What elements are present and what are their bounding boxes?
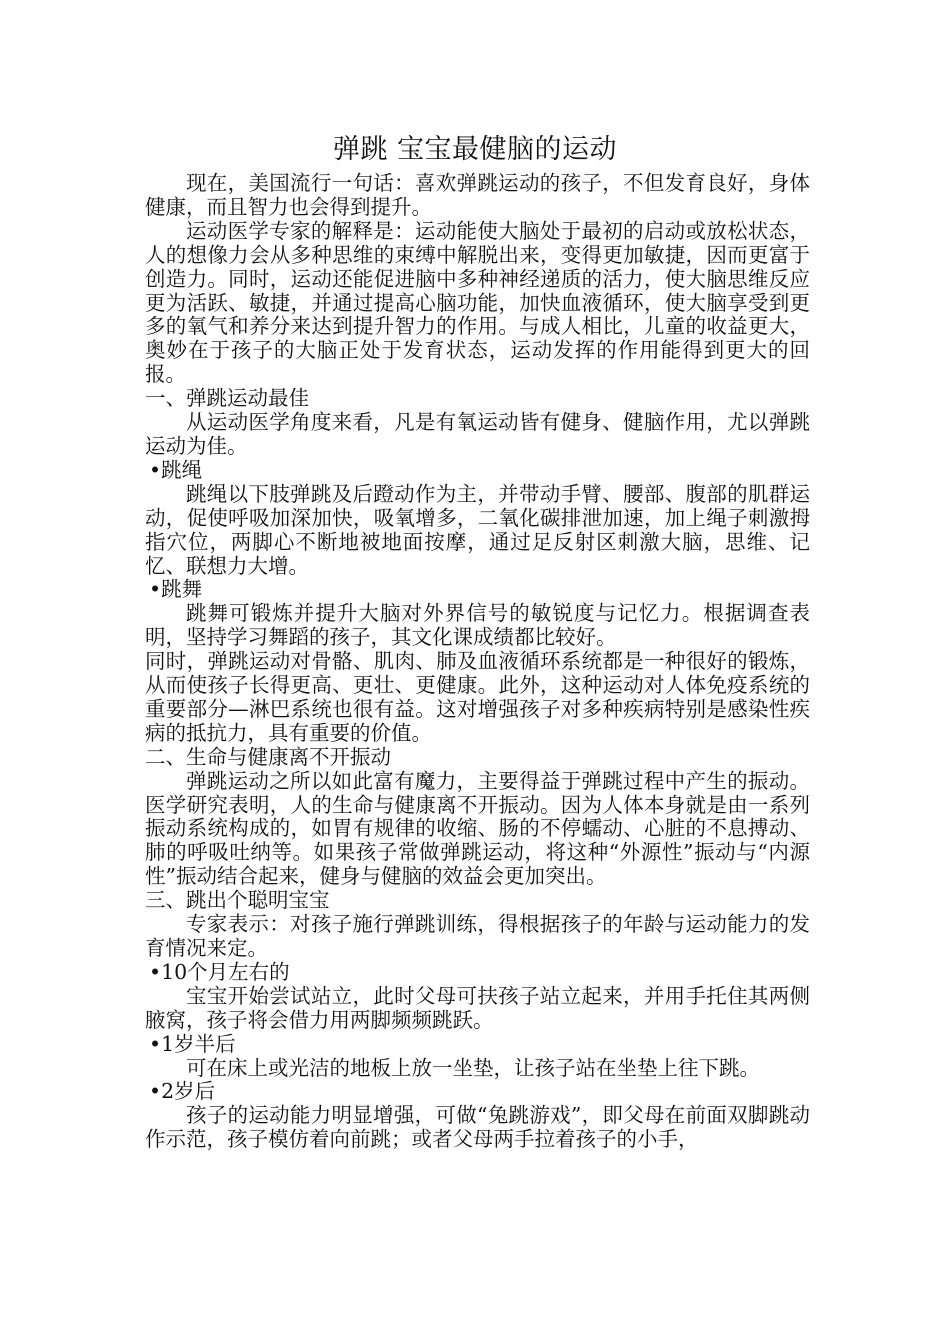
section-heading: 三、跳出个聪明宝宝 xyxy=(145,888,330,913)
page-title: 弹跳 宝宝最健脑的运动 xyxy=(332,134,618,165)
paragraph: 跳绳以下肢弹跳及后蹬动作为主，并带动手臂、腰部、腹部的肌群运动，促使呼吸加深加快，吸氧增多，二氧化碳排泄加速，加上绳子刺激拇指穴位，两脚心不断地被地面按摩，通过足反射区刺激大脑，思维、记忆、联想力大增。 xyxy=(145,481,810,578)
paragraph: 可在床上或光洁的地板上放一坐垫，让孩子站在坐垫上往下跳。 xyxy=(186,1055,760,1080)
bullet-heading: •2岁后 xyxy=(149,1079,216,1104)
paragraph: 同时，弹跳运动对骨骼、肌肉、肺及血液循环系统都是一种很好的锻炼，从而使孩子长得更高、更壮、更健康。此外，这种运动对人体免疫系统的重要部分—淋巴系统也很有益。这对增强孩子对多种疾病特别是感染性疾病的抵抗力，具有重要的价值。 xyxy=(145,649,810,745)
section-heading: 一、弹跳运动最佳 xyxy=(145,386,309,411)
paragraph: 现在，美国流行一句话：喜欢弹跳运动的孩子，不但发育良好，身体健康，而且智力也会得到提升。 xyxy=(145,171,810,219)
bullet-heading: •跳绳 xyxy=(149,457,203,482)
paragraph: 跳舞可锻炼并提升大脑对外界信号的敏锐度与记忆力。根据调查表明，坚持学习舞蹈的孩子，其文化课成绩都比较好。 xyxy=(145,601,810,650)
paragraph: 宝宝开始尝试站立，此时父母可扶孩子站立起来，并用手托住其两侧腋窝，孩子将会借力用两脚频频跳跃。 xyxy=(145,983,810,1032)
paragraph: 运动医学专家的解释是：运动能使大脑处于最初的启动或放松状态，人的想像力会从多种思维的束缚中解脱出来，变得更加敏捷，因而更富于创造力。同时，运动还能促进脑中多种神经递质的活力，使大脑思维反应更为活跃、敏捷，并通过提高心脑功能，加快血液循环，使大脑享受到更多的氧气和养分来达到提升智力的作用。与成人相比，儿童的收益更大，奥妙在于孩子的大脑正处于发育状态，运动发挥的作用能得到更大的回报。 xyxy=(145,218,810,387)
bullet-heading: •10个月左右的 xyxy=(149,959,290,984)
paragraph: 弹跳运动之所以如此富有魔力，主要得益于弹跳过程中产生的振动。医学研究表明，人的生命与健康离不开振动。因为人体本身就是由一系列振动系统构成的，如胃有规律的收缩、肠的不停蠕动、心脏的不息搏动、肺的呼吸吐纳等。如果孩子常做弹跳运动，将这种“外源性”振动与“内源性”振动结合起来，健身与健脑的效益会更加突出。 xyxy=(145,768,810,889)
paragraph: 孩子的运动能力明显增强，可做“兔跳游戏”，即父母在前面双脚跳动作示范，孩子模仿着向前跳；或者父母两手拉着孩子的小手， xyxy=(145,1103,810,1152)
bullet-heading: •1岁半后 xyxy=(149,1031,236,1056)
paragraph: 从运动医学角度来看，凡是有氧运动皆有健身、健脑作用，尤以弹跳运动为佳。 xyxy=(145,410,810,458)
paragraph: 专家表示：对孩子施行弹跳训练，得根据孩子的年龄与运动能力的发育情况来定。 xyxy=(145,912,810,960)
section-heading: 二、生命与健康离不开振动 xyxy=(145,744,391,769)
article-body xyxy=(145,172,810,1152)
bullet-heading: •跳舞 xyxy=(149,577,203,602)
